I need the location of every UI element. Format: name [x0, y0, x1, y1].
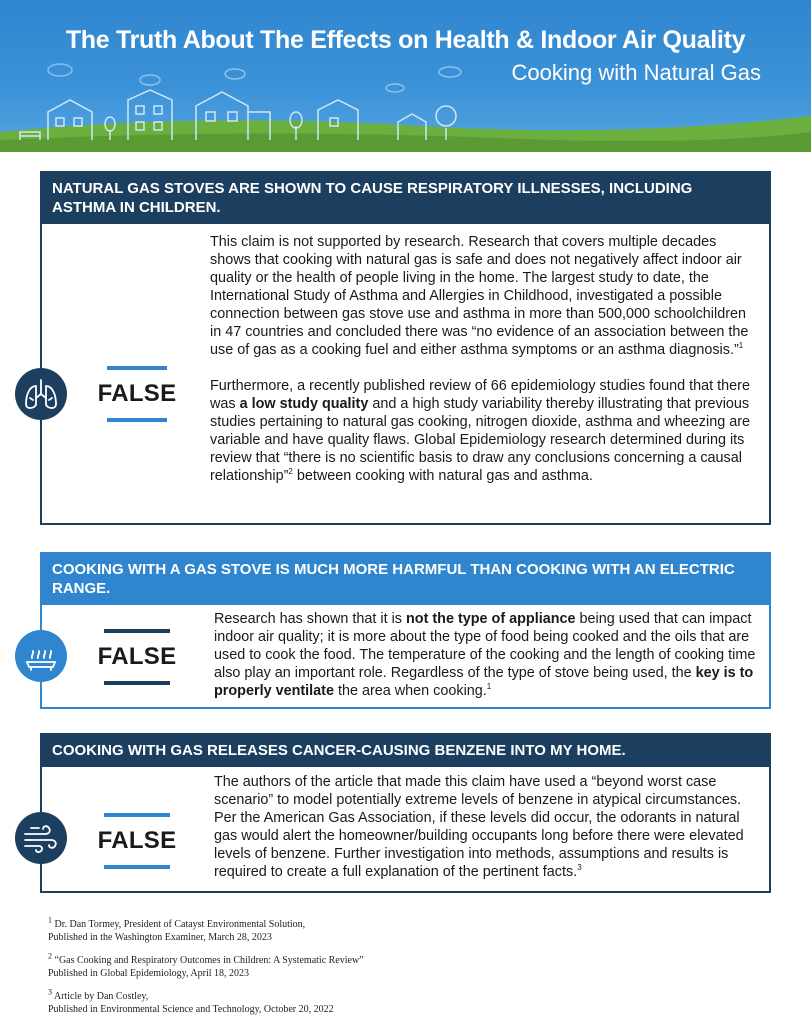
paragraph-part-c: the area when cooking.	[333, 683, 487, 699]
footnote-line: Article by Dan Costley,	[53, 991, 149, 1002]
paragraph-2-part-c: between cooking with natural gas and asthma.	[292, 468, 593, 484]
lungs-icon	[15, 368, 67, 420]
footnote-line: Published in Environmental Science and Technology, October 20, 2022	[48, 1004, 334, 1015]
claim-heading: NATURAL GAS STOVES ARE SHOWN TO CAUSE RESPIRATORY ILLNESSES, INCLUDING ASTHMA IN CHILDREN.	[42, 173, 769, 224]
claim-section-electric-range	[40, 552, 771, 709]
footnote-line: Published in the Washington Examiner, March 28, 2023	[48, 932, 272, 943]
verdict-bar-bottom	[107, 418, 167, 422]
page-subtitle: Cooking with Natural Gas	[511, 60, 761, 85]
paragraph-1: This claim is not supported by research. Research that covers multiple decades shows that cooking with natural gas is safe and does not negatively affect indoor air quality or the health of people living in the home. The largest study to date, the International Study of Asthma and Allergies in Childhood, investigated a possible connection between gas stove use and asthma in more than 500,000 schoolchildren in 47 countries and concluded there was “no evidence of an association between the use of gas as a cooking fuel and either asthma symptoms or an asthma diagnosis.”	[210, 234, 749, 358]
footnote-1	[48, 915, 364, 944]
paragraph-part-b: being used that can impact indoor air quality; it is more about the type of food being cooked and the oils that are used to cook the food. The temperature of the cooking and the length of cooking time also play an important role. Regardless of the type of stove being used, the	[214, 611, 756, 681]
footnote-ref: 1	[486, 682, 492, 692]
claim-section-respiratory	[40, 171, 771, 525]
verdict-block	[92, 629, 182, 685]
verdict-label: FALSE	[97, 380, 177, 407]
verdict-label: FALSE	[97, 643, 177, 670]
paragraph-2-part-a: Furthermore, a recently published review of 66 epidemiology studies found that there was	[210, 378, 750, 412]
verdict-bar-bottom	[104, 865, 170, 869]
paragraph: The authors of the article that made this claim have used a “beyond worst case scenario” to model potentially extreme levels of benzene in atypical circumstances. Per the American Gas Association, if these levels did occur, the odorants in natural gas would alert the homeowner/building occupants long before there were elevated levels of benzene. Further investigation into methods, assumptions and results is required to create a full explanation of the pertinent facts.	[214, 774, 744, 880]
verdict-block	[92, 813, 182, 869]
footnote-ref: 1	[738, 341, 744, 351]
claim-heading: COOKING WITH A GAS STOVE IS MUCH MORE HARMFUL THAN COOKING WITH AN ELECTRIC RANGE.	[42, 554, 769, 605]
verdict-bar-bottom	[104, 681, 170, 685]
claim-explanation	[210, 233, 758, 485]
emphasis-text: key is to properly ventilate	[214, 665, 754, 699]
claim-section-benzene	[40, 733, 771, 893]
footnote-3	[48, 987, 364, 1016]
emphasis-text: not the type of appliance	[405, 611, 576, 627]
header-banner	[0, 0, 811, 152]
claim-explanation	[214, 773, 759, 881]
footnote-number: 1	[48, 915, 52, 925]
footnote-number: 3	[48, 987, 52, 997]
gas-burner-icon	[15, 630, 67, 682]
paragraph-2-part-b: and a high study variability thereby illustrating that previous studies pertaining to natural gas cooking, nitrogen dioxide, asthma and wheezing are variable and have quality flaws. Global Epidemiology research determined during its review that “there is no scientific basis to draw any conclusions concerning a causal relationship”	[210, 396, 750, 484]
footnote-ref: 3	[577, 863, 582, 873]
verdict-label: FALSE	[97, 827, 177, 854]
footnote-line: “Gas Cooking and Respiratory Outcomes in Children: A Systematic Review”	[54, 955, 364, 966]
footnote-2	[48, 951, 364, 980]
footnote-line: Dr. Dan Tormey, President of Catayst Environmental Solution,	[54, 919, 306, 930]
paragraph-part-a: Research has shown that it is	[214, 611, 406, 627]
air-flow-icon	[15, 812, 67, 864]
page-title: The Truth About The Effects on Health & Indoor Air Quality	[65, 26, 746, 54]
footnotes	[48, 915, 364, 1016]
emphasis-text: a low study quality	[239, 396, 369, 412]
footnote-number: 2	[48, 951, 52, 961]
footnote-line: Published in Global Epidemiology, April 18, 2023	[48, 968, 250, 979]
claim-heading: COOKING WITH GAS RELEASES CANCER-CAUSING BENZENE INTO MY HOME.	[42, 735, 769, 767]
claim-explanation	[214, 610, 759, 700]
verdict-block	[92, 366, 182, 422]
footnote-ref: 2	[288, 467, 293, 477]
